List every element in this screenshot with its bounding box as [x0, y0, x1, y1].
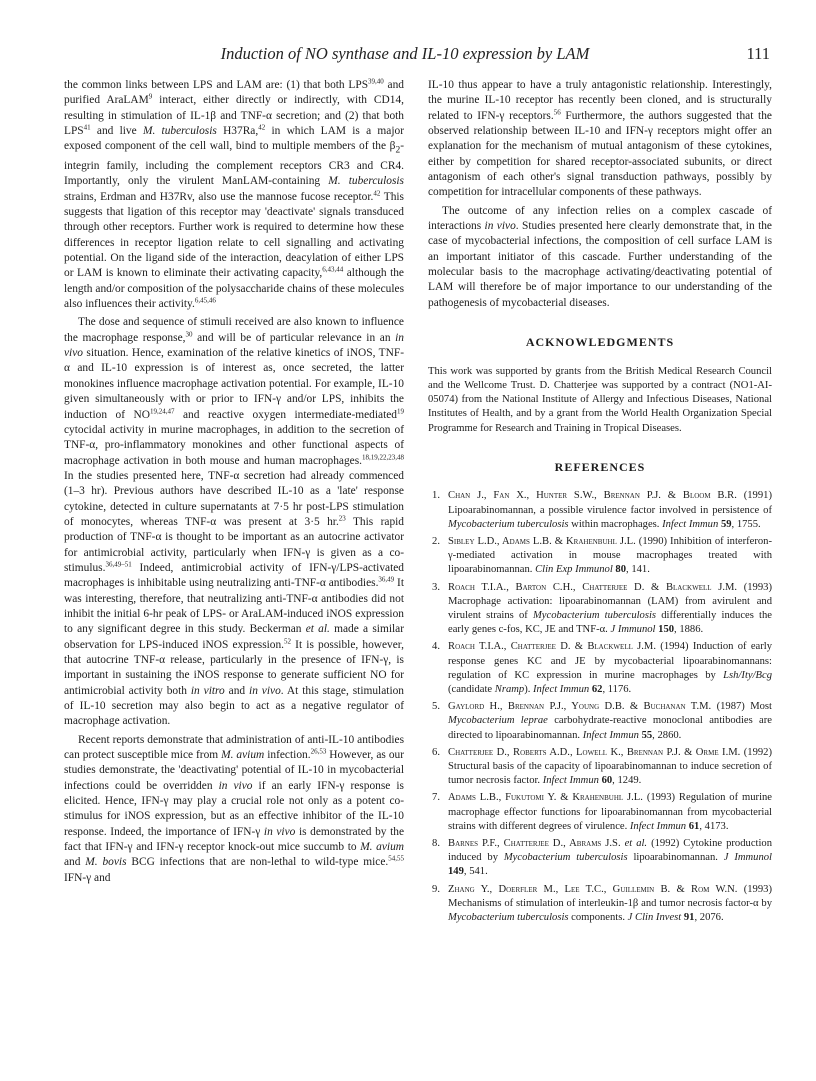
- left-column: [64, 78, 404, 886]
- acknowledgments-heading: ACKNOWLEDGMENTS: [525, 335, 675, 350]
- reference-item: 6. Chatterjee D., Roberts A.D., Lowell K., Brennan P.J. & Orme I.M. (1992) Structural basis of the capacity of lipoarabinomannan to induce secretion of tumor necrosis factor. Infect Immun 60, 1249.: [432, 746, 772, 787]
- acknowledgments-text: This work was supported by grants from the British Medical Research Council and the Wellcome Trust. D. Chatterjee was supported by a contract (NO1-AI-05074) from the National Institute of Allergy and Infectious Diseases, National Institutes of Health, and by a grant from the World Health Organization Special Programme for Research and Training in Tropical Diseases.: [428, 365, 772, 434]
- reference-item: 8. Barnes P.F., Chatterjee D., Abrams J.S. et al. (1992) Cytokine production induced by Mycobacterium tuberculosis lipoarabinomannan. J Immunol 149, 541.: [432, 838, 772, 878]
- reference-list: [428, 489, 772, 925]
- page-number: 111: [746, 44, 770, 63]
- reference-item: 4. Roach T.I.A., Chatterjee D. & Blackwell J.M. (1994) Induction of early response genes KC and JE by mycobacterial lipoarabinomannans: regulation of KC expression in murine macrophages by Lsh/Ity/Bcg (candidate Nramp). Infect Immun 62, 1176.: [432, 641, 772, 695]
- paragraph-outcome: The outcome of any infection relies on a complex cascade of interactions in vivo. Studies presented here clearly demonstrate that, in the case of mycobacterial infections, the composition of cell surface LAM is an important initiator of this cascade. Further understanding of the molecular basis to the macrophage activating/deactivating potential of LAM will therefore be of major importance to our understanding of the pathogenesis of mycobacterial diseases.: [428, 204, 772, 309]
- paragraph-receptor-links: the common links between LPS and LAM are: (1) that both LPS$^{39,40}$ and purified AraLAM$^9$ interact, either directly or indirectly, with CD14, resulting in stimulation of IL-1β and TNF-α secretion; and (2) that both LPS$^{41}$ and live M. tuberculosis H37Ra,$^{42}$ in which LAM is a major exposed component of the cell wall, bind to multiple members of the $\beta_2$-integrin family, including the complement receptors CR3 and CR4. Importantly, only the virulent ManLAM-containing M. tuberculosis strains, Erdman and H37Rv, also use the mannose fucose receptor.$^{42}$ This suggests that ligation of this receptor may 'deactivate' signals transduced through other receptors. Further work is required to determine how these differences in receptor ligation relate to cell signalling and activating potential. On the ligand side of the interaction, deacylation of either LPS or LAM is known to eliminate their activating capacity,$^{6,43,44}$ although the length and/or composition of the polysaccharide chains of these molecules also influences their activity.$^{6,45,46}$: [64, 77, 404, 311]
- references-heading: REFERENCES: [554, 459, 646, 474]
- reference-item: 1. Chan J., Fan X., Hunter S.W., Brennan P.J. & Bloom B.R. (1991) Lipoarabinomannan, a possible virulence factor involved in persistence of Mycobacterium tuberculosis within macrophages. Infect Immun 59, 1755.: [432, 490, 772, 530]
- paragraph-il10-receptor: IL-10 thus appear to have a truly antagonistic relationship. Interestingly, the murine IL-10 receptor has recently been cloned, and is structurally related to IFN-γ receptors.$^{56}$ Furthermore, the authors suggested that the observed relationship between IL-10 and IFN-γ receptors might offer an explanation for the mechanism of mutual antagonism of these cytokines, either by competition for shared receptor-associated subunits, or direct antagonism of each other's signal transduction pathways, possibly by competition for intracellular components of these pathways.: [428, 79, 772, 199]
- reference-item: 9. Zhang Y., Doerfler M., Lee T.C., Guillemin B. & Rom W.N. (1993) Mechanisms of stimulation of interleukin-1β and tumor necrosis factor-α by Mycobacterium tuberculosis components. J Clin Invest 91, 2076.: [432, 883, 772, 924]
- reference-item: 2. Sibley L.D., Adams L.B. & Krahenbuhl J.L. (1990) Inhibition of interferon-γ-mediated activation in mouse macrophages treated with lipoarabinomannan. Clin Exp Immunol 80, 141.: [432, 535, 772, 576]
- reference-item: 5. Gaylord H., Brennan P.J., Young D.B. & Buchanan T.M. (1987) Most Mycobacterium leprae carbohydrate-reactive monoclonal antibodies are directed to lipoarabinomannan. Infect Immun 55, 2860.: [432, 701, 772, 741]
- reference-item: 3. Roach T.I.A., Barton C.H., Chatterjee D. & Blackwell J.M. (1993) Macrophage activation: lipoarabinomannan (LAM) from avirulent and virulent strains of Mycobacterium tuberculosis differentially induces the early genes c-fos, KC, JE and TNF-α. J Immunol 150, 1886.: [432, 581, 772, 636]
- right-column: [428, 78, 772, 928]
- paragraph-anti-il10: Recent reports demonstrate that administration of anti-IL-10 antibodies can protect susceptible mice from M. avium infection.$^{26,53}$ However, as our studies demonstrate, the 'deactivating' potential of IL-10 in mycobacterial infections could be overridden in vivo if an early IFN-γ response is elicited. Hence, IFN-γ may play a crucial role not only as a potent co-stimulus for iNOS expression, but as an effective inhibitor of the IL-10 response. Indeed, the importance of IFN-γ in vivo is demonstrated by the fact that IFN-γ and IFN-γ receptor knock-out mice succumb to M. avium and M. bovis BCG infections that are non-lethal to wild-type mice.$^{54,55}$ IFN-γ and: [64, 733, 405, 884]
- reference-item: 7. Adams L.B., Fukutomi Y. & Krahenbuhl J.L. (1993) Regulation of murine macrophage effector functions for lipoarabinomannan from mycobacterial strains with different degrees of virulence. Infect Immun 61, 4173.: [432, 792, 773, 832]
- paragraph-dose-sequence: The dose and sequence of stimuli received are also known to influence the macrophage response,$^{30}$ and will be of particular relevance in an in vivo situation. Hence, examination of the relative kinetics of iNOS, TNF-α and IL-10 expression is of interest as, once secreted, the latter monokines influence macrophage activation potential. For example, IL-10 given simultaneously with or prior to IFN-γ and/or LPS, inhibits the induction of NO$^{19,24,47}$ and reactive oxygen intermediate-mediated$^{19}$ cytocidal activity in murine macrophages, in addition to the secretion of TNF-α, pro-inflammatory monokines and other functional aspects of macrophage activation in both mouse and human macrophages.$^{18,19,22,23,48}$ In the studies presented here, TNF-α secretion had already commenced (1–3 hr). Previous authors have described IL-10 as a 'late' response cytokine, detected in culture supernatants at 7·5 hr post-LPS stimulation of monocytes, whereas TNF-α was present at 3·5 hr.$^{23}$ This rapid production of TNF-α is thought to be important as an autocrine activator for antimicrobial activity, particularly when IFN-γ is given as a co-stimulus.$^{36,49-51}$ Indeed, antimicrobial activity of IFN-γ/LPS-activated macrophages is inhibitable using neutralizing anti-TNF-α antibodies.$^{36,49}$ It was interesting, therefore, that neutralizing anti-TNF-α antibodies did not inhibit the initial 6-hr peak of LPS- or AraLAM-induced iNOS expression to any significant degree in this study. Beckerman et al. made a similar observation for LPS-induced iNOS expression.$^{52}$ It is possible, however, that autocrine TNF-α release, particularly in the presence of IFN-γ, is important in sustaining the iNOS response to generate sufficient NO for antimicrobial activity both in vitro and in vivo. At this stage, stimulation of IL-10 secretion may also begin to act as a negative regulator of macrophage activation.: [64, 316, 404, 728]
- running-title: Induction of NO synthase and IL-10 expression by LAM: [220, 44, 590, 63]
